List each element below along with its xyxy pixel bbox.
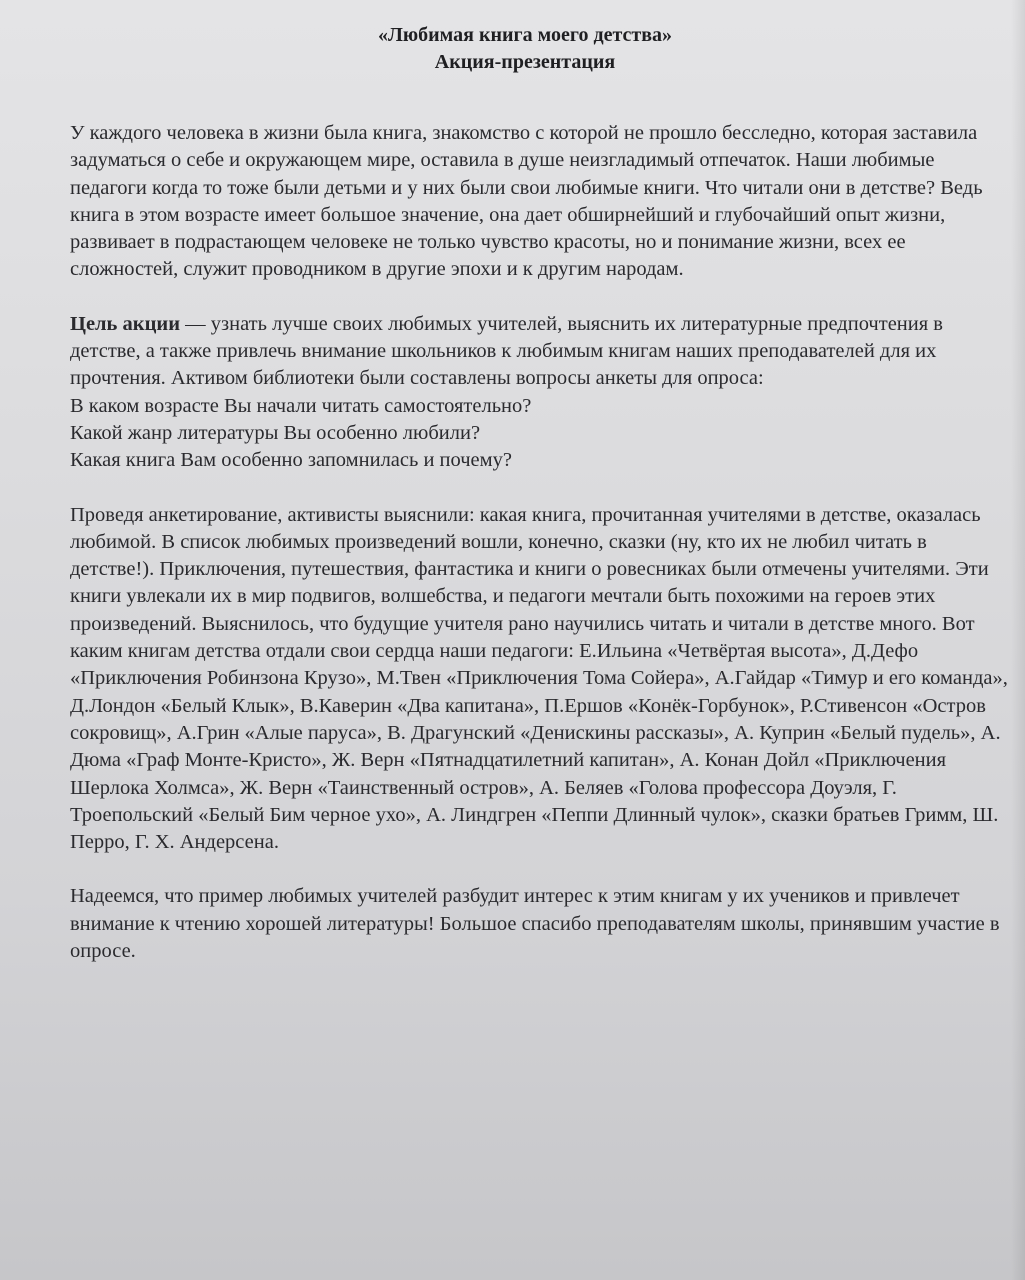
survey-question: Какая книга Вам особенно запомнилась и почему? xyxy=(70,449,512,472)
results-paragraph: Проведя анкетирование, активисты выяснили: какая книга, прочитанная учителями в детстве, оказалась любимой. В список любимых произведений вошли, конечно, сказки (ну, кто их не любил читать в детстве!). Приключения, путешествия, фантастика и книги о ровесниках были отмечены учителями. Эти книги увлекали их в мир подвигов, волшебства, и педагоги мечтали быть похожими на героев этих произведений. Выяснилось, что будущие учителя рано научились читать и читали в детстве много. Вот каким книгам детства отдали свои сердца наши педагоги: Е.Ильина «Четвёртая высота», Д.Дефо «Приключения Робинзона Крузо», М.Твен «Приключения Тома Сойера», А.Гайдар «Тимур и его команда», Д.Лондон «Белый Клык», В.Каверин «Два капитана», П.Ершов «Конёк-Горбунок», Р.Стивенсон «Остров сокровищ», А.Грин «Алые паруса», В. Драгунский «Денискины рассказы», А. Куприн «Белый пудель», А. Дюма «Граф Монте-Кристо», Ж. Верн «Пятнадцатилетний капитан», А. Конан Дойл «Приключения Шерлока Холмса», Ж. Верн «Таинственный остров», А. Беляев «Голова профессора Доуэля, Г. Троепольский «Белый Бим черное ухо», А. Линдгрен «Пеппи Длинный чулок», сказки братьев Гримм, Ш. Перро, Г. Х. Андерсена. xyxy=(70,503,1008,854)
paragraph-gap xyxy=(70,284,1015,311)
goal-text: — узнать лучше своих любимых учителей, выяснить их литературные предпочтения в детстве, а также привлечь внимание школьников к любимым книгам наших преподавателей для их прочтения. Активом библиотеки были составлены вопросы анкеты для опроса: xyxy=(70,312,943,390)
document-header xyxy=(0,22,1025,76)
document-subtitle: Акция-презентация xyxy=(434,51,616,73)
goal-paragraph xyxy=(70,311,1015,393)
document-body xyxy=(70,120,1015,965)
document-title: «Любимая книга моего детства» xyxy=(377,24,673,46)
paragraph-gap xyxy=(70,856,1015,883)
survey-question: В каком возрасте Вы начали читать самостоятельно? xyxy=(70,394,532,417)
survey-question: Какой жанр литературы Вы особенно любили? xyxy=(70,421,481,444)
paragraph-gap xyxy=(70,475,1015,502)
closing-paragraph: Надеемся, что пример любимых учителей разбудит интерес к этим книгам у их учеников и привлечет внимание к чтению хорошей литературы! Большое спасибо преподавателям школы, принявшим участие в опросе. xyxy=(70,885,1000,963)
goal-label: Цель акции xyxy=(70,312,181,335)
intro-paragraph: У каждого человека в жизни была книга, знакомство с которой не прошло бесследно, которая заставила задуматься о себе и окружающем мире, оставила в душе неизгладимый отпечаток. Наши любимые педагоги когда то тоже были детьми и у них были свои любимые книги. Что читали они в детстве? Ведь книга в этом возрасте имеет большое значение, она дает обширнейший и глубочайший опыт жизни, развивает в подрастающем человеке не только чувство красоты, но и понимание жизни, всех ее сложностей, служит проводником в другие эпохи и к другим народам. xyxy=(70,122,983,281)
